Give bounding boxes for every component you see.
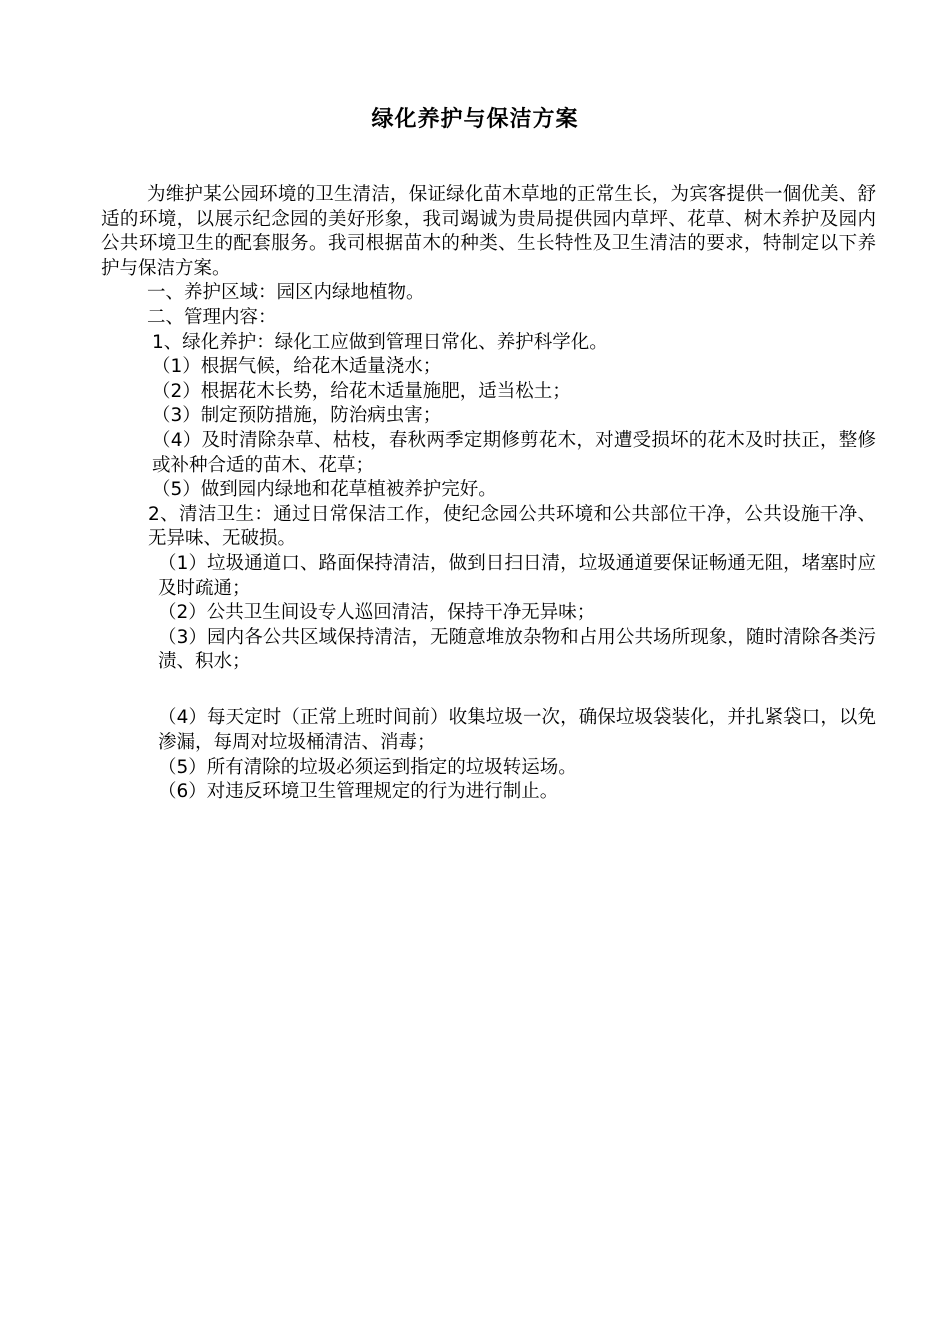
item-1-sub-5: （5）做到园内绿地和花草植被养护完好。 [152, 479, 497, 501]
item-2-sub-6: （6）对违反环境卫生管理规定的行为进行制止。 [158, 781, 559, 803]
blank-line [101, 675, 876, 700]
item-2-heading: 2、清洁卫生：通过日常保洁工作，使纪念园公共环境和公共部位干净，公共设施干净、无异味、无破损。 [148, 503, 876, 550]
item-1-heading: 1、绿化养护：绿化工应做到管理日常化、养护科学化。 [152, 331, 608, 353]
document-title: 绿化养护与保洁方案 [371, 107, 579, 132]
intro-paragraph: 为维护某公园环境的卫生清洁，保证绿化苗木草地的正常生长，为宾客提供一個优美、舒适的环境，以展示纪念园的美好形象，我司竭诚为贵局提供园内草坪、花草、树木养护及园内公共环境卫生的配套服务。我司根据苗木的种类、生长特性及卫生清洁的要求，特制定以下养护与保洁方案。 [101, 184, 876, 279]
item-1-sub-2: （2）根据花木长势，给花木适量施肥，适当松土； [152, 380, 571, 402]
item-2-sub-1: （1）垃圾通道口、路面保持清洁，做到日扫日清，垃圾通道要保证畅通无阻，堵塞时应及时疏通； [158, 552, 876, 599]
document-body [101, 183, 876, 805]
item-2-sub-2: （2）公共卫生间设专人巡回清洁，保持干净无异味； [158, 602, 596, 624]
item-1-sub-3: （3）制定预防措施，防治病虫害； [152, 405, 442, 427]
item-2-sub-3: （3）园内各公共区域保持清洁，无随意堆放杂物和占用公共场所现象，随时清除各类污渍、积水； [158, 626, 876, 673]
item-2-sub-4: （4）每天定时（正常上班时间前）收集垃圾一次，确保垃圾袋装化，并扎紧袋口，以免渗漏，每周对垃圾桶清洁、消毒； [158, 707, 876, 754]
item-1-sub-1: （1）根据气候，给花木适量浇水； [152, 356, 442, 378]
item-1-sub-4: （4）及时清除杂草、枯枝，春秋两季定期修剪花木，对遭受损坏的花木及时扶正，整修或补种合适的苗木、花草； [152, 429, 876, 476]
section-1-heading: 一、养护区域：园区内绿地植物。 [147, 282, 425, 304]
spacer [101, 699, 876, 706]
item-2-sub-5: （5）所有清除的垃圾必须运到指定的垃圾转运场。 [158, 756, 577, 778]
section-2-heading: 二、管理内容： [147, 306, 277, 328]
